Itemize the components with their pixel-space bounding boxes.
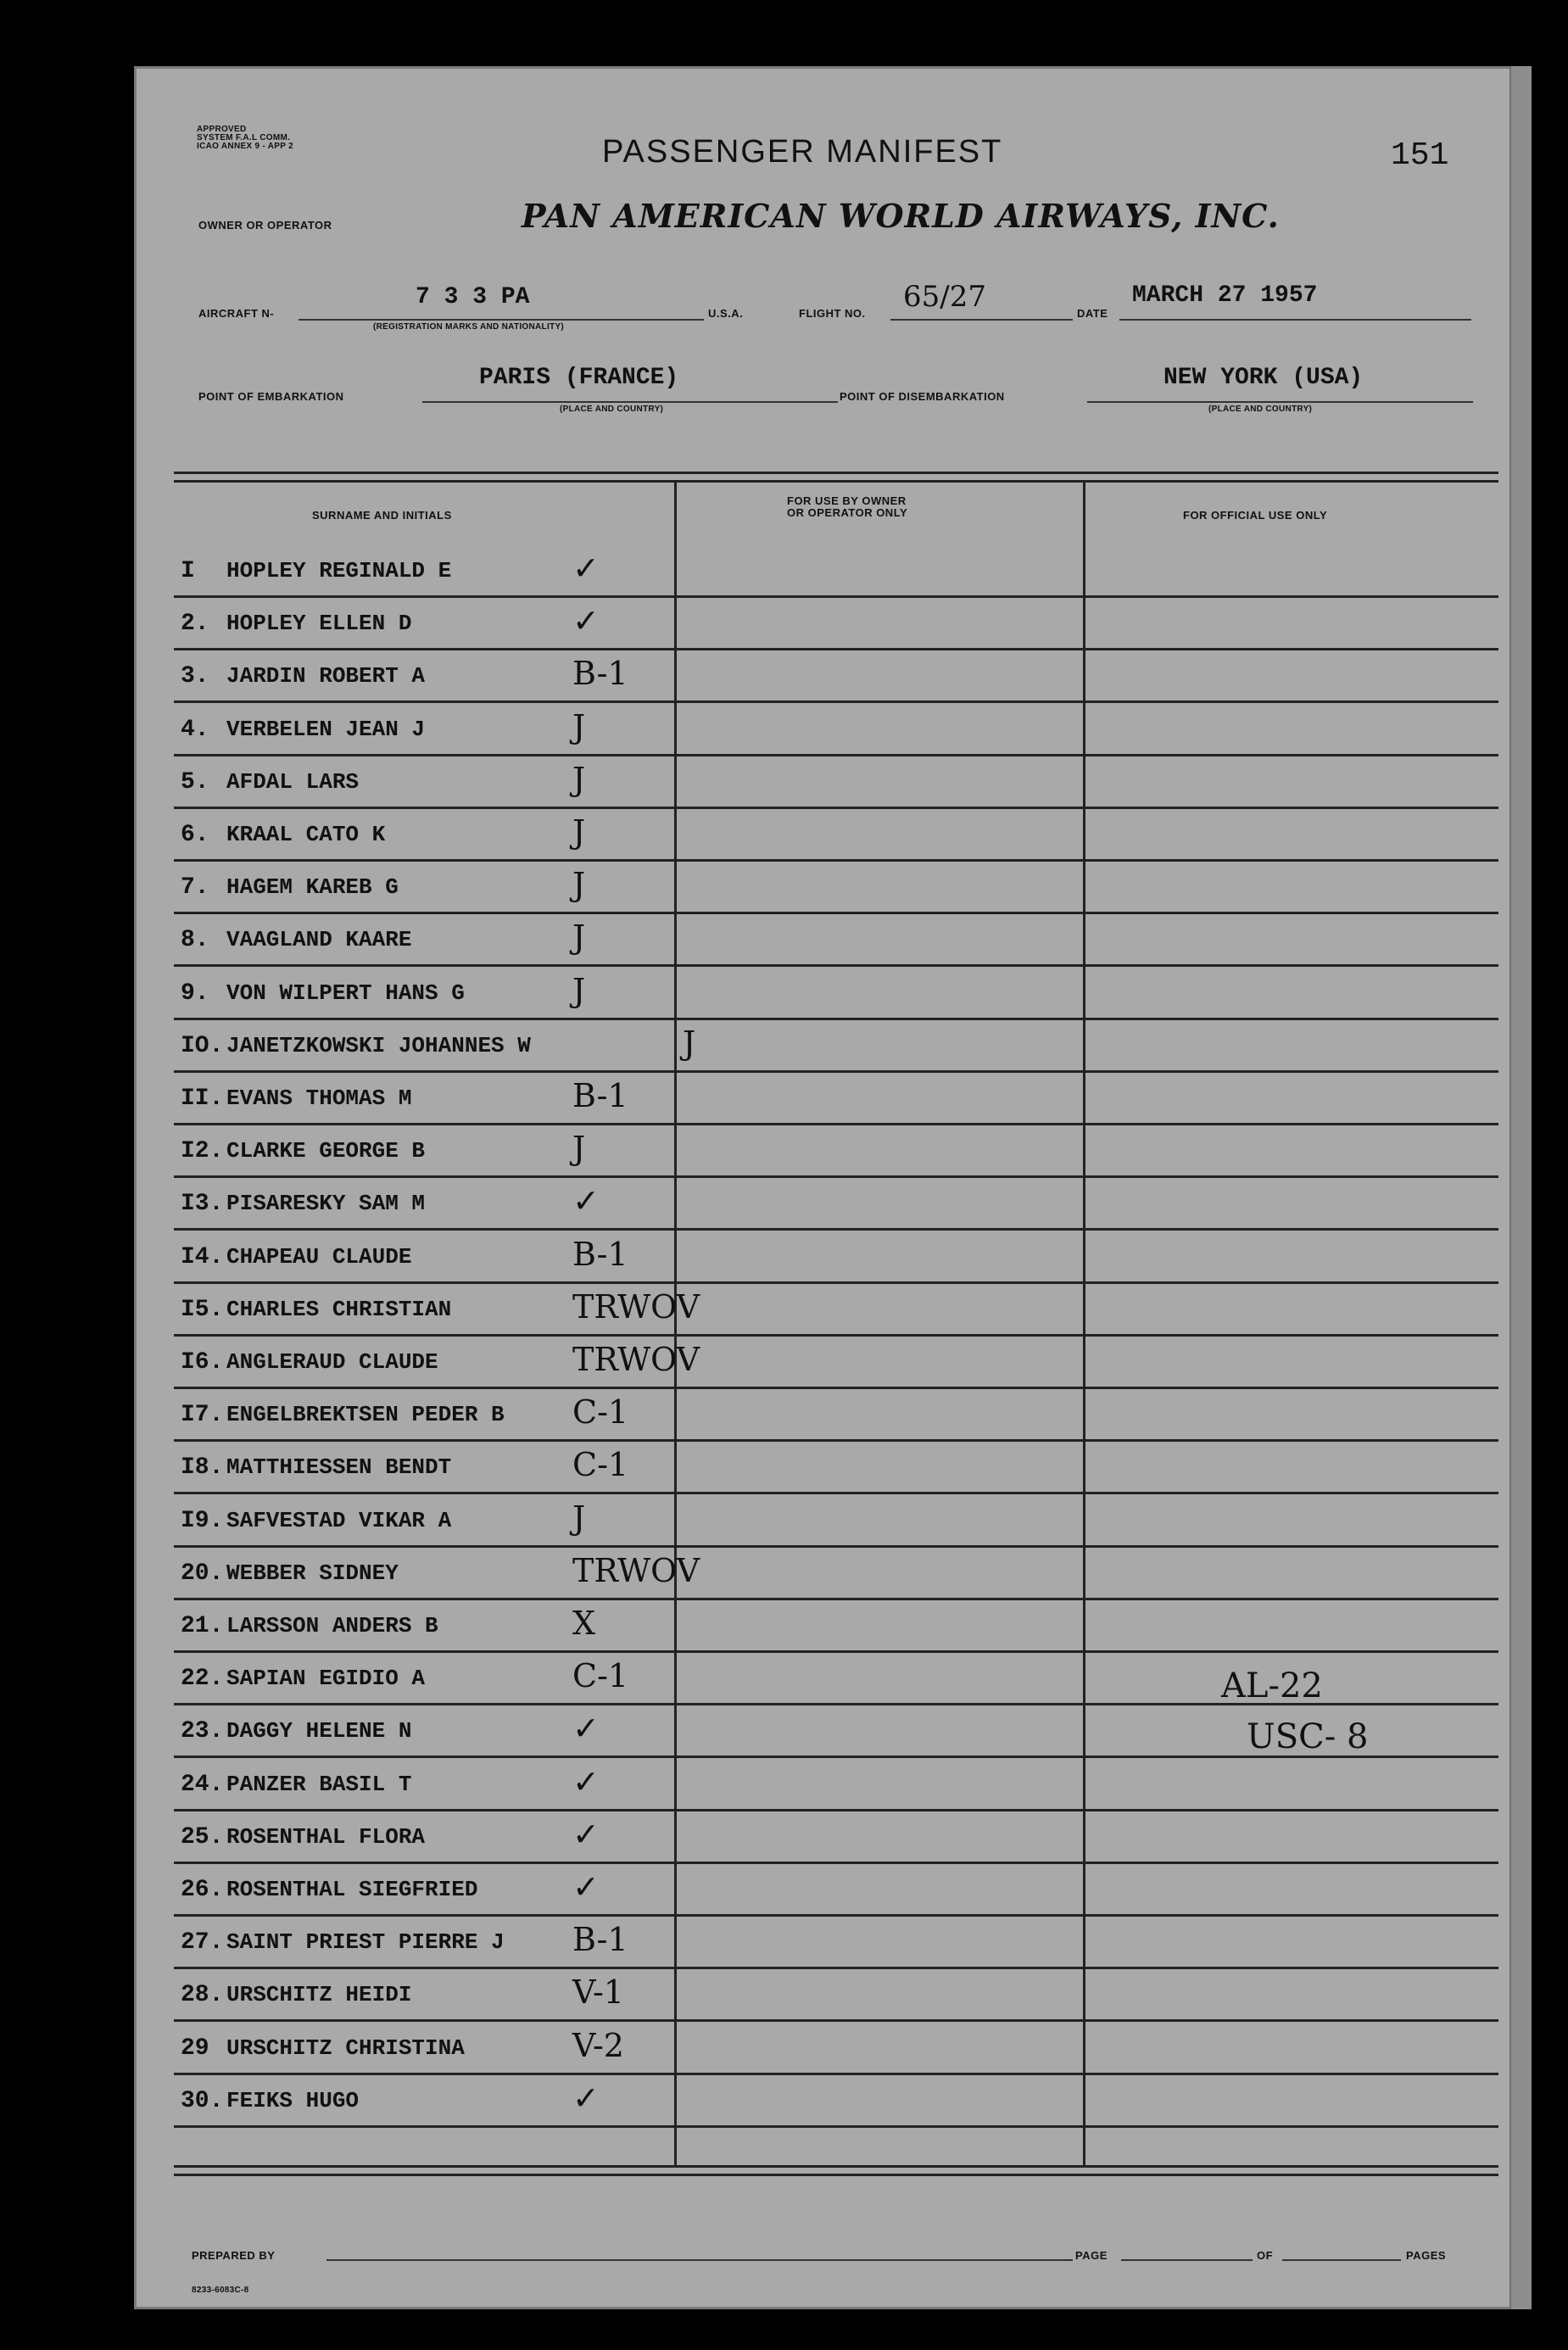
row-number: 2.	[181, 611, 209, 637]
row-number: I8.	[181, 1454, 224, 1481]
passenger-name: VERBELEN JEAN J	[226, 717, 426, 742]
passenger-name: DAGGY HELENE N	[226, 1718, 412, 1744]
flight-label: FLIGHT NO.	[799, 307, 866, 320]
prepared-by-label: PREPARED BY	[192, 2249, 276, 2262]
row-rule	[174, 859, 1498, 862]
row-rule	[174, 1967, 1498, 1969]
status-mark: ✓	[572, 602, 600, 639]
row-number: 21.	[181, 1613, 224, 1639]
passenger-name: ROSENTHAL SIEGFRIED	[226, 1877, 478, 1902]
row-rule	[174, 1650, 1498, 1653]
table-row	[174, 550, 1498, 602]
row-rule	[174, 964, 1498, 967]
table-row	[174, 761, 1498, 813]
row-number: II.	[181, 1086, 224, 1112]
usa-label: U.S.A.	[708, 307, 744, 320]
date-value: MARCH 27 1957	[1132, 282, 1318, 309]
row-number: 24.	[181, 1772, 224, 1798]
row-rule	[174, 2125, 1498, 2128]
row-number: IO.	[181, 1033, 224, 1059]
page-title: PASSENGER MANIFEST	[602, 134, 1003, 170]
passenger-name: JANETZKOWSKI JOHANNES W	[226, 1033, 531, 1058]
row-number: I9.	[181, 1508, 224, 1534]
passenger-name: VAAGLAND KAARE	[226, 927, 412, 952]
row-rule	[174, 1809, 1498, 1811]
embarkation-note: (PLACE AND COUNTRY)	[560, 405, 664, 414]
status-mark: J	[572, 866, 586, 903]
row-number: I4.	[181, 1244, 224, 1270]
row-number: 6.	[181, 822, 209, 848]
owner-label: OWNER OR OPERATOR	[198, 219, 332, 232]
table-row	[174, 2079, 1498, 2132]
table-row	[174, 1393, 1498, 1446]
page-number: 151	[1391, 137, 1449, 174]
status-mark: J	[683, 1024, 696, 1062]
row-number: 9.	[181, 980, 209, 1007]
status-mark: ✓	[572, 1182, 600, 1220]
row-number: I	[181, 558, 195, 584]
table-row	[174, 866, 1498, 918]
table-row	[174, 1024, 1498, 1077]
flight-value: 65/27	[903, 280, 986, 314]
table-row	[174, 813, 1498, 866]
row-rule	[174, 1070, 1498, 1073]
passenger-name: VON WILPERT HANS G	[226, 980, 465, 1006]
table-row	[174, 655, 1498, 707]
row-rule	[174, 1862, 1498, 1864]
status-mark: J	[572, 813, 586, 851]
table-row	[174, 1236, 1498, 1288]
row-number: I2.	[181, 1138, 224, 1164]
passenger-name: PISARESKY SAM M	[226, 1191, 426, 1216]
pages-label: PAGES	[1406, 2249, 1447, 2262]
form-number: 8233-6083C-8	[192, 2286, 249, 2295]
status-mark: X	[572, 1605, 596, 1642]
passenger-name: HAGEM KAREB G	[226, 874, 399, 900]
row-rule	[174, 648, 1498, 650]
operator-name: PAN AMERICAN WORLD AIRWAYS, INC.	[522, 197, 1280, 235]
passenger-name: CHARLES CHRISTIAN	[226, 1297, 452, 1322]
passenger-name: URSCHITZ HEIDI	[226, 1982, 412, 2007]
table-row	[174, 1288, 1498, 1341]
status-mark: J	[572, 918, 586, 956]
embarkation-label: POINT OF EMBARKATION	[198, 390, 344, 403]
status-mark: J	[572, 761, 586, 798]
passenger-name: HOPLEY ELLEN D	[226, 611, 412, 636]
column-owner: FOR USE BY OWNER OR OPERATOR ONLY	[787, 494, 908, 519]
row-rule	[174, 807, 1498, 809]
table-row	[174, 918, 1498, 971]
row-rule	[174, 1281, 1498, 1284]
status-mark: C-1	[572, 1446, 629, 1483]
row-rule	[174, 1439, 1498, 1442]
row-number: 8.	[181, 927, 209, 953]
disembarkation-note: (PLACE AND COUNTRY)	[1208, 405, 1313, 414]
official-note-1: AL-22	[1221, 1666, 1323, 1705]
disembarkation-value: NEW YORK (USA)	[1163, 365, 1364, 391]
passenger-name: HOPLEY REGINALD E	[226, 558, 452, 583]
passenger-name: PANZER BASIL T	[226, 1772, 412, 1797]
row-rule	[174, 1545, 1498, 1548]
of-label: OF	[1257, 2249, 1274, 2262]
table-row	[174, 1921, 1498, 1973]
status-mark: B-1	[572, 655, 628, 692]
row-number: I7.	[181, 1402, 224, 1428]
table-row	[174, 1868, 1498, 1921]
column-official: FOR OFFICIAL USE ONLY	[1183, 509, 1328, 522]
table-row	[174, 708, 1498, 761]
status-mark: ✓	[572, 1763, 600, 1800]
row-number: I3.	[181, 1191, 224, 1217]
row-number: 23.	[181, 1718, 224, 1744]
row-number: 7.	[181, 874, 209, 901]
aircraft-value: 7 3 3 PA	[416, 284, 530, 310]
status-mark: C-1	[572, 1657, 629, 1694]
passenger-name: WEBBER SIDNEY	[226, 1560, 399, 1586]
status-mark: V-2	[572, 2027, 624, 2064]
row-number: 26.	[181, 1877, 224, 1903]
status-mark: B-1	[572, 1236, 628, 1273]
row-rule	[174, 2019, 1498, 2022]
table-row	[174, 1499, 1498, 1552]
table-row	[174, 1973, 1498, 2026]
passenger-name: JARDIN ROBERT A	[226, 663, 426, 689]
row-rule	[174, 1492, 1498, 1494]
passenger-name: ANGLERAUD CLAUDE	[226, 1349, 438, 1375]
table-row	[174, 1763, 1498, 1816]
row-number: 27.	[181, 1929, 224, 1956]
status-mark: B-1	[572, 1921, 628, 1958]
table-row	[174, 1130, 1498, 1182]
status-mark: TRWOV	[572, 1341, 700, 1378]
date-label: DATE	[1077, 307, 1108, 320]
status-mark: B-1	[572, 1077, 628, 1114]
table-row	[174, 1605, 1498, 1657]
status-mark: J	[572, 1499, 586, 1537]
status-mark: J	[572, 972, 586, 1009]
row-rule	[174, 1175, 1498, 1178]
passenger-name: SAINT PRIEST PIERRE J	[226, 1929, 505, 1955]
table-row	[174, 1182, 1498, 1235]
row-number: 20.	[181, 1560, 224, 1587]
row-number: 30.	[181, 2088, 224, 2114]
approval-stamp: APPROVED SYSTEM F.A.L COMM. ICAO ANNEX 9 - APP 2	[197, 125, 293, 151]
passenger-name: FEIKS HUGO	[226, 2088, 360, 2113]
row-rule	[174, 1334, 1498, 1337]
row-number: I5.	[181, 1297, 224, 1323]
passenger-name: AFDAL LARS	[226, 769, 360, 795]
row-number: 5.	[181, 769, 209, 795]
status-mark: J	[572, 1130, 586, 1167]
row-number: 3.	[181, 663, 209, 689]
passenger-name: CLARKE GEORGE B	[226, 1138, 426, 1164]
row-number: 28.	[181, 1982, 224, 2008]
status-mark: ✓	[572, 1710, 600, 1747]
aircraft-label: AIRCRAFT N-	[198, 307, 275, 320]
row-number: 25.	[181, 1824, 224, 1850]
passenger-name: ROSENTHAL FLORA	[226, 1824, 426, 1850]
table-row	[174, 972, 1498, 1024]
table-row	[174, 1341, 1498, 1393]
row-rule	[174, 1387, 1498, 1389]
status-mark: ✓	[572, 1816, 600, 1853]
page-edge	[1509, 66, 1532, 2309]
status-mark: ✓	[572, 550, 600, 587]
table-row	[174, 1816, 1498, 1868]
status-mark: V-1	[572, 1973, 624, 2011]
row-rule	[174, 595, 1498, 598]
status-mark: TRWOV	[572, 1552, 700, 1589]
row-rule	[174, 701, 1498, 703]
row-rule	[174, 1914, 1498, 1917]
status-mark: ✓	[572, 2079, 600, 2117]
disembarkation-label: POINT OF DISEMBARKATION	[840, 390, 1005, 403]
official-note-2: USC- 8	[1247, 1717, 1369, 1756]
row-number: 29	[181, 2035, 209, 2062]
passenger-name: ENGELBREKTSEN PEDER B	[226, 1402, 505, 1427]
passenger-name: LARSSON ANDERS B	[226, 1613, 438, 1638]
passenger-name: URSCHITZ CHRISTINA	[226, 2035, 465, 2061]
passenger-name: KRAAL CATO K	[226, 822, 386, 847]
row-rule	[174, 1228, 1498, 1231]
table-row	[174, 1552, 1498, 1605]
row-rule	[174, 1123, 1498, 1125]
row-rule	[174, 1598, 1498, 1600]
table-row	[174, 2027, 1498, 2079]
embarkation-value: PARIS (FRANCE)	[479, 365, 679, 391]
passenger-name: CHAPEAU CLAUDE	[226, 1244, 412, 1270]
passenger-name: MATTHIESSEN BENDT	[226, 1454, 452, 1480]
status-mark: C-1	[572, 1393, 629, 1431]
row-number: 22.	[181, 1666, 224, 1692]
row-number: 4.	[181, 717, 209, 743]
passenger-name: SAFVESTAD VIKAR A	[226, 1508, 452, 1533]
row-rule	[174, 912, 1498, 914]
row-number: I6.	[181, 1349, 224, 1376]
row-rule	[174, 1018, 1498, 1020]
row-rule	[174, 2073, 1498, 2075]
passenger-name: SAPIAN EGIDIO A	[226, 1666, 426, 1691]
table-row	[174, 602, 1498, 655]
column-surname: SURNAME AND INITIALS	[312, 509, 452, 522]
passenger-name: EVANS THOMAS M	[226, 1086, 412, 1111]
table-row	[174, 1077, 1498, 1130]
row-rule	[174, 754, 1498, 756]
page-label: PAGE	[1075, 2249, 1108, 2262]
status-mark: TRWOV	[572, 1288, 700, 1326]
status-mark: J	[572, 708, 586, 745]
table-row	[174, 1446, 1498, 1499]
registration-note: (REGISTRATION MARKS AND NATIONALITY)	[373, 322, 565, 332]
status-mark: ✓	[572, 1868, 600, 1906]
